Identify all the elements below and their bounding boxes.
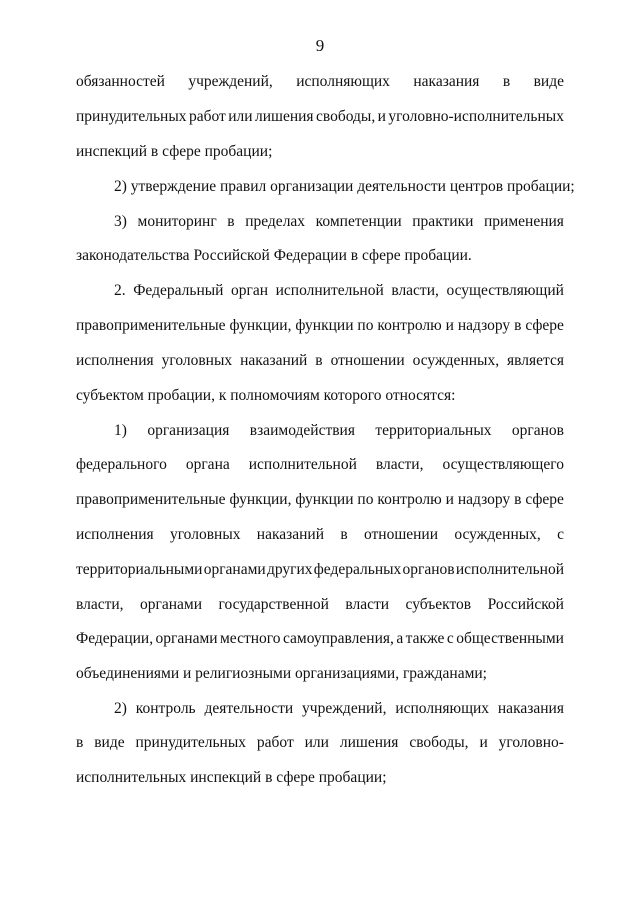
text-line-9 [76,351,564,371]
word: общественными [456,630,564,647]
word: государственной [218,596,329,613]
text-line-7 [114,281,564,301]
word: виде [533,73,564,90]
word: отношении [330,352,405,369]
text-line-10: субъектом пробации, к полномочиям которого относятся: [76,387,456,404]
word: в [315,352,323,369]
word: и [377,108,386,125]
word: уголовных [161,352,233,369]
word: контроль [135,700,196,717]
word: осуществляющий [446,282,564,299]
text-line-16 [76,595,564,615]
word: Федерации, [76,630,154,647]
word: исполняющих [296,73,390,90]
word: свободы, [409,734,469,751]
word: также [405,630,445,647]
word: а [396,630,404,647]
word: органами [155,630,218,647]
text-line-17 [76,629,564,649]
word: пределах [245,213,306,230]
word: наказаний [256,526,325,543]
word: лишения [255,108,314,125]
word: наказаний [240,352,308,369]
word: практики [412,213,474,230]
word: исполнения [76,352,154,369]
word: учреждений, [188,73,273,90]
word: осужденных, [454,526,541,543]
word: наказания [497,700,564,717]
word: учреждений, [302,700,387,717]
word: деятельности [204,700,294,717]
word: применения [484,213,564,230]
word: органами [203,561,266,578]
word: лишения [339,734,399,751]
text-line-4: 2) утверждение правил организации деятельности центров пробации; [114,178,575,195]
text-line-18: объединениями и религиозными организациями, гражданами; [76,665,487,682]
page-number: 9 [315,36,325,55]
word: Федеральный [133,282,224,299]
text-line-15 [76,560,564,580]
word: свободы, [316,108,376,125]
word: контролю [377,491,442,508]
text-line-19 [114,699,564,719]
word: 1) [114,422,127,439]
text-line-12 [76,455,564,475]
word: по [357,491,374,508]
word: Российской [487,596,564,613]
word: исполнения [76,526,154,543]
word: является [507,352,564,369]
word: взаимодействия [249,422,355,439]
word: функции [295,491,354,508]
word: орган [231,282,269,299]
word: уголовных [169,526,241,543]
word: 2) [114,700,127,717]
word: федерального [76,456,167,473]
word: уголовно- [498,734,564,751]
word: в [76,734,84,751]
word: местного [220,630,281,647]
word: сфере [525,491,564,508]
word: и [445,317,454,334]
word: федеральных [313,561,402,578]
text-line-20 [76,733,564,753]
word: других [266,561,313,578]
text-line-11 [114,421,564,441]
text-line-13 [76,490,564,510]
word: функции, [229,491,292,508]
word: и [445,491,454,508]
text-line-5 [114,212,564,232]
word: осуществляющего [442,456,564,473]
word: принудительных [76,108,187,125]
word: органа [185,456,230,473]
word: и [479,734,488,751]
word: надзору [457,317,511,334]
word: в [514,317,522,334]
word: принудительных [135,734,247,751]
word: субъектов [405,596,472,613]
word: надзору [457,491,511,508]
text-line-14 [76,525,564,545]
word: органов [402,561,455,578]
word: правоприменительные [76,317,226,334]
word: 2. [114,282,126,299]
text-line-1 [76,72,564,92]
word: компетенции [315,213,402,230]
word: правоприменительные [76,491,226,508]
word: виде [94,734,125,751]
word: осужденных, [412,352,500,369]
text-line-2 [76,107,564,127]
word: территориальными [76,561,203,578]
word: организация [147,422,230,439]
word: работ [188,108,226,125]
word: самоуправления, [282,630,394,647]
word: 3) [114,213,127,230]
word: органами [140,596,203,613]
word: по [357,317,374,334]
word: власти, [375,456,424,473]
word: в [514,491,522,508]
word: территориальных [375,422,492,439]
text-line-21: исполнительных инспекций в сфере пробации; [76,769,387,786]
word: уголовно-исполнительных [388,108,564,125]
word: с [446,630,454,647]
word: отношении [363,526,439,543]
word: или [228,108,253,125]
word: обязанностей [76,73,165,90]
word: исполняющих [395,700,490,717]
word: мониторинг [137,213,217,230]
word: сфере [525,317,564,334]
word: исполнительной [455,561,564,578]
word: в [227,213,235,230]
word: или [304,734,329,751]
text-line-6: законодательства Российской Федерации в сфере пробации. [76,247,472,264]
text-line-3: инспекций в сфере пробации; [76,143,273,160]
word: с [557,526,564,543]
word: контролю [377,317,442,334]
text-line-8 [76,316,564,336]
word: исполнительной [275,282,384,299]
word: наказания [413,73,480,90]
word: органов [511,422,564,439]
word: власти, [76,596,124,613]
word: исполнительной [248,456,357,473]
word: функции, [229,317,292,334]
word: в [340,526,348,543]
word: работ [256,734,294,751]
word: власти [345,596,390,613]
word: функции [295,317,354,334]
word: в [502,73,511,90]
word: власти, [391,282,439,299]
